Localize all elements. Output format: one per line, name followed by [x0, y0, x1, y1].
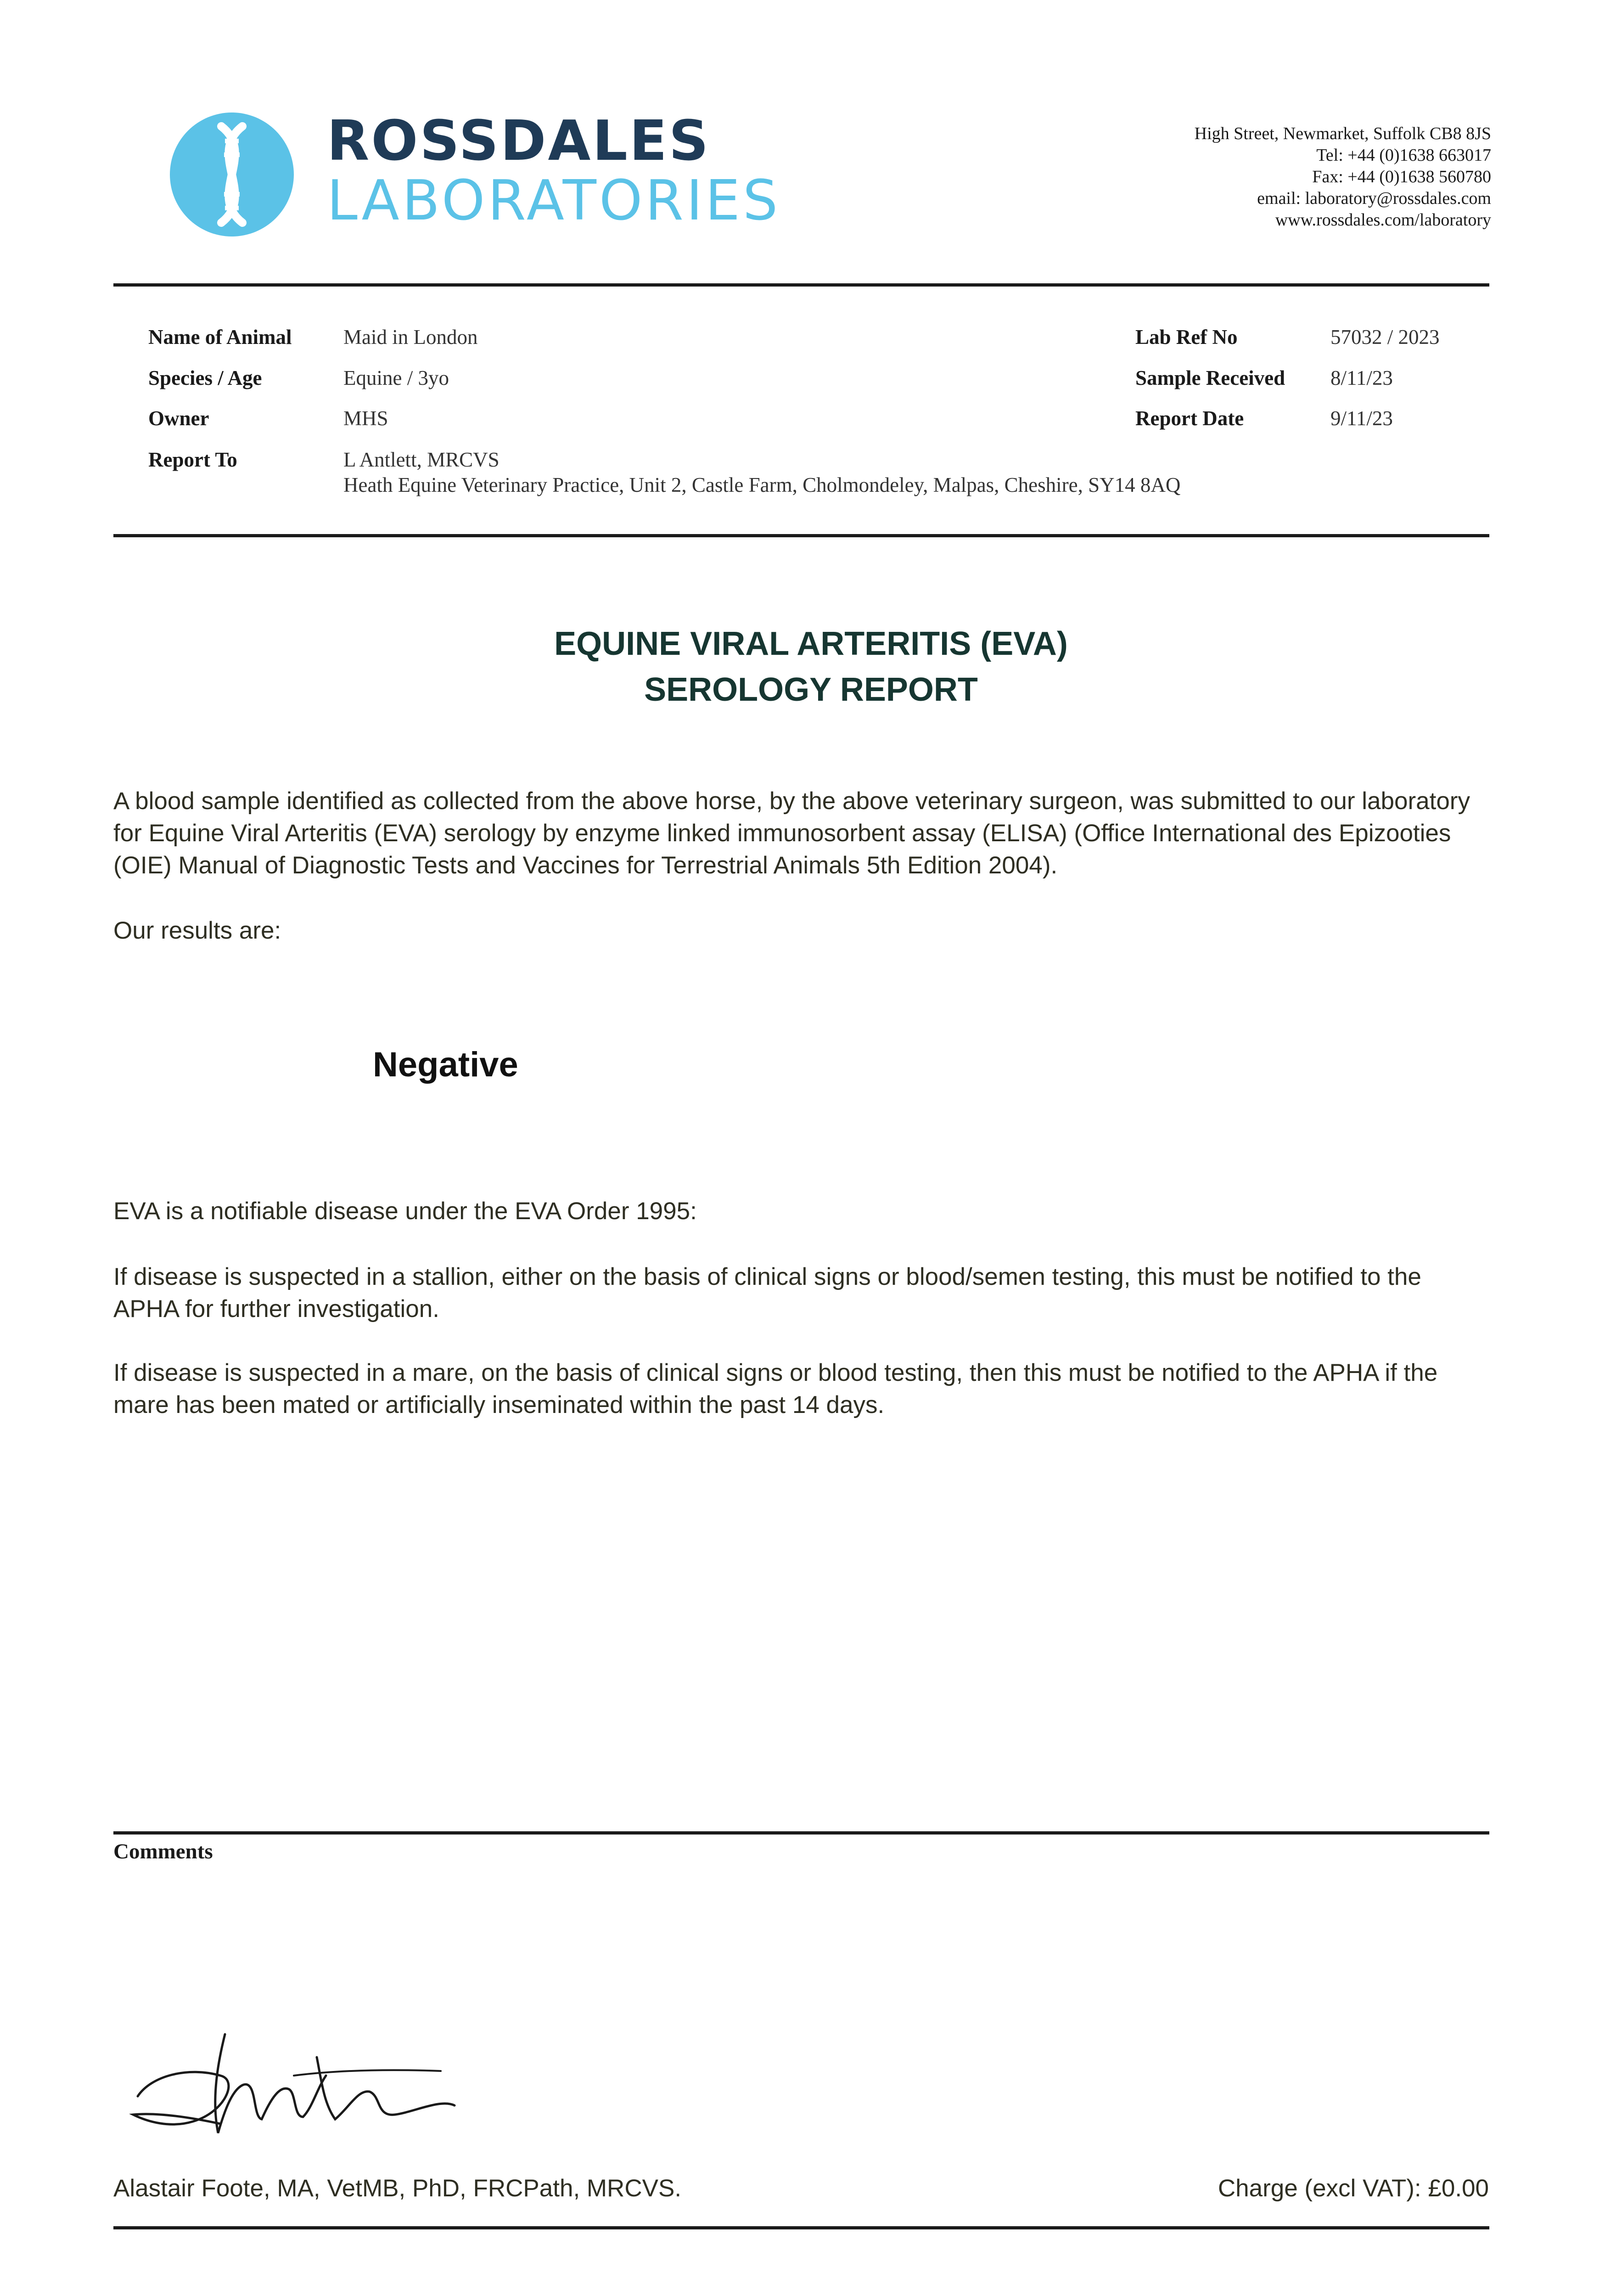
species-age-value: Equine / 3yo [343, 366, 449, 389]
report-title-line1: EQUINE VIRAL ARTERITIS (EVA) [554, 625, 1068, 662]
result-value: Negative [373, 1045, 518, 1084]
name-of-animal-label: Name of Animal [148, 326, 292, 349]
footer-divider [113, 2226, 1489, 2229]
species-age-label: Species / Age [148, 366, 262, 389]
name-of-animal-value: Maid in London [343, 326, 478, 349]
signatory-name: Alastair Foote, MA, VetMB, PhD, FRCPath, MRCVS. [113, 2175, 682, 2202]
stallion-note: If disease is suspected in a stallion, either on the basis of clinical signs or blood/semen testing, this must be notified to the APHA for further investigation. [113, 1263, 1421, 1322]
sample-received-label: Sample Received [1135, 366, 1285, 389]
report-title-line2: SEROLOGY REPORT [644, 671, 978, 708]
contact-fax: Fax: +44 (0)1638 560780 [1312, 167, 1491, 186]
comments-divider [113, 1831, 1489, 1835]
details-divider [113, 534, 1489, 537]
header-divider [113, 283, 1489, 287]
lab-ref-label: Lab Ref No [1135, 326, 1238, 349]
comments-label: Comments [113, 1840, 213, 1863]
notifiable-statement: EVA is a notifiable disease under the EVA Order 1995: [113, 1198, 697, 1225]
owner-label: Owner [148, 407, 209, 430]
signature [119, 2020, 468, 2149]
report-to-address: Heath Equine Veterinary Practice, Unit 2, Castle Farm, Cholmondeley, Malpas, Cheshire, SY14 8AQ [343, 473, 1181, 496]
contact-tel: Tel: +44 (0)1638 663017 [1316, 146, 1491, 165]
lab-ref-value: 57032 / 2023 [1330, 326, 1440, 349]
contact-block [1195, 123, 1491, 231]
dna-helix-icon [170, 113, 294, 236]
sample-received-value: 8/11/23 [1330, 366, 1393, 389]
contact-email: email: laboratory@rossdales.com [1257, 189, 1491, 208]
report-to-name: L Antlett, MRCVS [343, 448, 500, 471]
intro-paragraph: A blood sample identified as collected from the above horse, by the above veterinary surgeon, was submitted to our laboratory for Equine Viral Arteritis (EVA) serology by enzyme linked immunosorbent assay (ELISA) (Office International des Epizooties (OIE) Manual of Diagnostic Tests and Vaccines for Terrestrial Animals 5th Edition 2004). [113, 788, 1470, 879]
logo-wordmark-rossdales: ROSSDALES [327, 109, 711, 173]
report-to-label: Report To [148, 448, 237, 471]
owner-value: MHS [343, 407, 388, 430]
logo-wordmark-laboratories: LABORATORIES [327, 169, 781, 233]
contact-website: www.rossdales.com/laboratory [1275, 210, 1491, 230]
charge-amount: Charge (excl VAT): £0.00 [1218, 2175, 1489, 2202]
mare-note: If disease is suspected in a mare, on the basis of clinical signs or blood testing, then this must be notified to the APHA if the mare has been mated or artificially inseminated within the past 14 days. [113, 1359, 1438, 1418]
contact-address: High Street, Newmarket, Suffolk CB8 8JS [1194, 124, 1491, 143]
results-intro: Our results are: [113, 917, 281, 944]
report-date-value: 9/11/23 [1330, 407, 1393, 430]
report-date-label: Report Date [1135, 407, 1244, 430]
